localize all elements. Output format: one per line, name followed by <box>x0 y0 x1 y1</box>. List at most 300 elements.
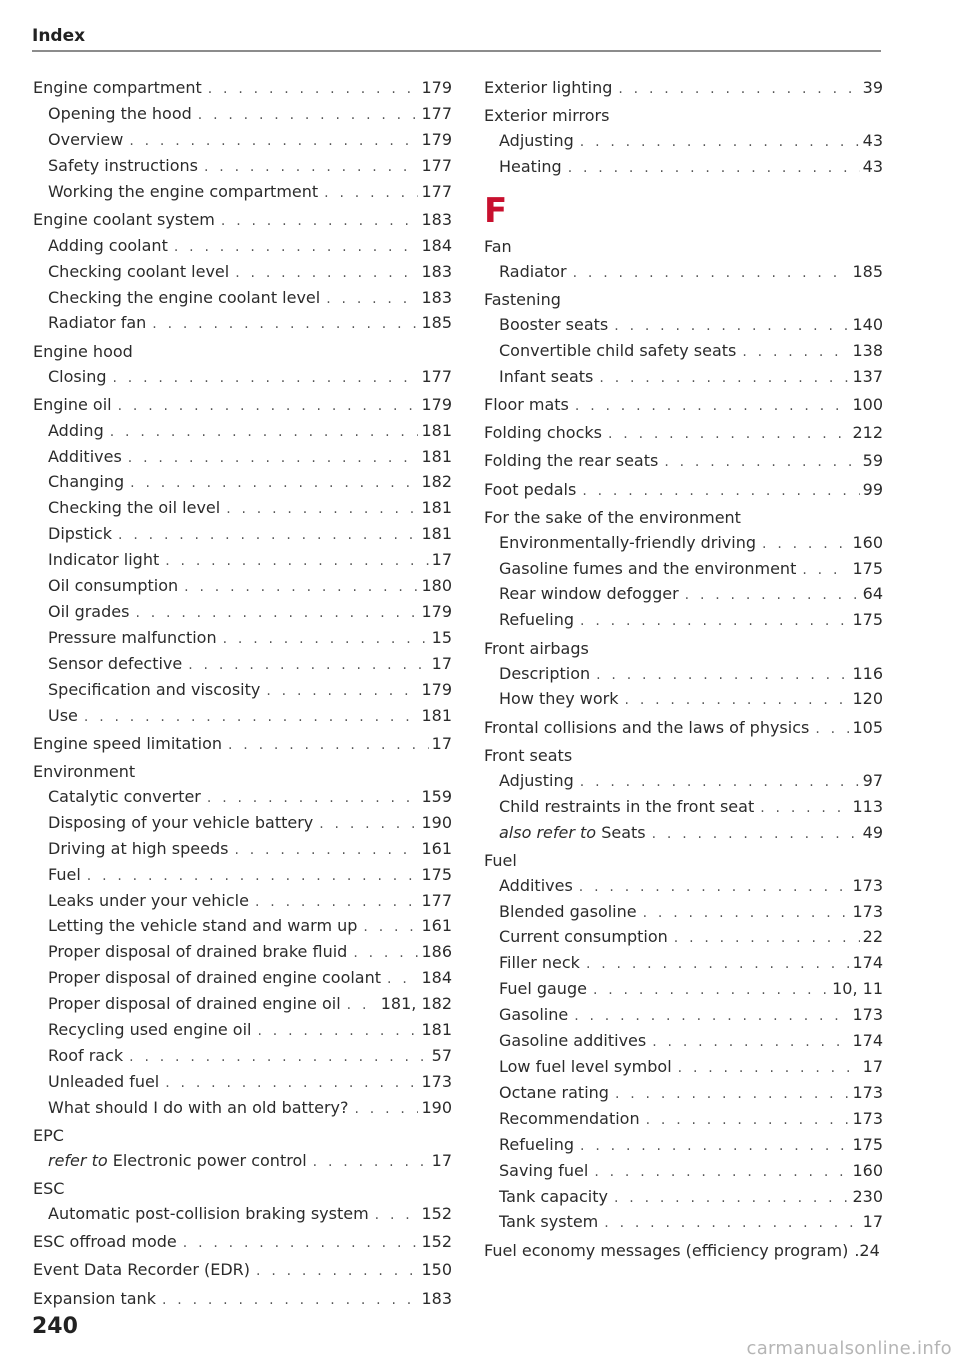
leader-dots <box>313 1150 429 1175</box>
index-heading: ESC <box>33 1179 65 1199</box>
entry-page: 185 <box>852 261 883 281</box>
entry-page: 152 <box>421 1232 452 1252</box>
leader-dots <box>226 497 418 522</box>
index-entry <box>33 732 452 758</box>
index-subentry <box>33 889 452 915</box>
entry-label: Recommendation <box>499 1108 640 1128</box>
index-entry <box>33 208 452 234</box>
index-subentry <box>33 811 452 837</box>
index-subentry <box>33 180 452 206</box>
entry-page: 15 <box>431 627 452 647</box>
index-entry <box>484 393 883 419</box>
entry-label: Event Data Recorder (EDR) <box>33 1260 251 1280</box>
leader-dots <box>625 688 850 713</box>
index-subentry <box>484 531 883 557</box>
leader-dots <box>596 663 849 688</box>
entry-page: 184 <box>421 235 452 255</box>
entry-label: Description <box>499 663 591 683</box>
index-subentry <box>33 574 452 600</box>
index-subentry <box>33 548 452 574</box>
leader-dots <box>130 471 418 496</box>
index-entry <box>484 716 883 742</box>
entry-page: 183 <box>421 287 452 307</box>
entry-page: 173 <box>852 1082 883 1102</box>
leader-dots <box>387 967 418 992</box>
entry-label: Recycling used engine oil <box>48 1020 252 1040</box>
leader-dots <box>165 1071 418 1096</box>
index-subentry <box>33 992 452 1018</box>
index-entry <box>484 449 883 475</box>
cross-reference-target: Seats <box>601 822 646 842</box>
index-subentry <box>33 496 452 522</box>
entry-page: 175 <box>852 1134 883 1154</box>
leader-dots <box>162 1288 418 1313</box>
leader-dots <box>354 1097 418 1122</box>
entry-page: 183 <box>421 1288 452 1308</box>
index-subentry <box>33 128 452 154</box>
leader-dots <box>204 155 418 180</box>
entry-page: 105 <box>852 717 883 737</box>
entry-label: Safety instructions <box>48 155 198 175</box>
leader-dots <box>674 926 860 951</box>
entry-label: Gasoline additives <box>499 1031 647 1051</box>
entry-page: 152 <box>421 1204 452 1224</box>
index-entry <box>33 1258 452 1284</box>
leader-dots <box>221 209 419 234</box>
leader-dots <box>353 941 418 966</box>
entry-label: Sensor defective <box>48 653 183 673</box>
index-heading: Exterior mirrors <box>484 106 610 126</box>
entry-label: Proper disposal of drained engine coolant <box>48 968 382 988</box>
entry-label: Engine compartment <box>33 78 202 97</box>
index-subentry <box>484 1029 883 1055</box>
leader-dots <box>84 705 419 730</box>
entry-page: 181 <box>421 705 452 725</box>
leader-dots <box>375 1203 419 1228</box>
entry-label: Child restraints in the front seat <box>499 796 755 816</box>
index-entry <box>33 76 452 102</box>
leader-dots <box>815 717 849 742</box>
entry-label: Fuel gauge <box>499 979 587 999</box>
leader-dots <box>208 77 419 102</box>
entry-label: How they work <box>499 689 619 709</box>
leader-dots <box>256 1259 418 1284</box>
entry-page: 181, 182 <box>380 994 452 1014</box>
index-subentry <box>484 339 883 365</box>
index-subentry <box>33 234 452 260</box>
index-subentry <box>484 821 883 847</box>
index-subentry <box>484 1003 883 1029</box>
index-subentry <box>33 863 452 889</box>
entry-label: Checking the oil level <box>48 498 221 518</box>
cross-reference-prefix: also refer to <box>499 822 597 842</box>
index-column-left <box>33 76 452 1313</box>
index-subentry <box>33 966 452 992</box>
entry-page: 100 <box>852 394 883 414</box>
entry-label: What should I do with an old battery? <box>48 1097 349 1117</box>
entry-label: Radiator <box>499 261 567 281</box>
entry-label: Adjusting <box>499 770 574 790</box>
entry-label: Booster seats <box>499 314 609 334</box>
index-subentry <box>484 1133 883 1159</box>
entry-page: 173 <box>852 901 883 921</box>
entry-page: 181 <box>421 1020 452 1040</box>
entry-page: 230 <box>852 1186 883 1206</box>
entry-label: Closing <box>48 366 107 386</box>
index-subentry <box>33 1044 452 1070</box>
index-subentry <box>484 313 883 339</box>
index-subentry <box>33 704 452 730</box>
entry-label: Exterior lighting <box>484 78 613 97</box>
index-subentry <box>484 687 883 713</box>
leader-dots <box>685 583 860 608</box>
leader-dots <box>228 733 429 758</box>
entry-page: 181 <box>421 524 452 544</box>
entry-page: 190 <box>421 812 452 832</box>
entry-label: Catalytic converter <box>48 786 201 806</box>
entry-page: 99 <box>862 479 883 499</box>
index-subentry <box>33 1070 452 1096</box>
entry-label: Overview <box>48 129 124 149</box>
entry-label: Floor mats <box>484 394 569 414</box>
leader-dots <box>135 601 418 626</box>
entry-label: Proper disposal of drained engine oil <box>48 994 341 1014</box>
entry-page: 177 <box>421 890 452 910</box>
entry-label: Checking the engine coolant level <box>48 287 321 307</box>
leader-dots <box>575 394 850 419</box>
entry-page: 177 <box>421 366 452 386</box>
index-entry <box>33 1230 452 1256</box>
entry-label: Convertible child safety seats <box>499 340 737 360</box>
entry-label <box>48 1149 307 1174</box>
index-entry <box>484 76 883 102</box>
leader-dots <box>652 822 860 847</box>
leader-dots <box>593 978 829 1003</box>
watermark: carmanualsonline.info <box>746 1338 952 1359</box>
entry-page: 175 <box>852 610 883 630</box>
index-subentry <box>484 365 883 391</box>
index-subentry <box>484 1210 883 1236</box>
entry-label: Blended gasoline <box>499 901 637 921</box>
leader-dots <box>118 394 419 419</box>
entry-label: Pressure malfunction <box>48 627 217 647</box>
entry-label: Tank capacity <box>499 1186 608 1206</box>
index-subentry <box>484 1159 883 1185</box>
entry-page: 174 <box>852 1031 883 1051</box>
index-subentry <box>484 1055 883 1081</box>
index-heading: EPC <box>33 1126 64 1146</box>
index-subentry <box>33 102 452 128</box>
entry-label: Rear window defogger <box>499 584 679 604</box>
entry-page: 181 <box>421 420 452 440</box>
entry-label: Roof rack <box>48 1046 124 1066</box>
index-subentry <box>484 900 883 926</box>
leader-dots <box>363 915 418 940</box>
entry-page: 182 <box>421 472 452 492</box>
leader-dots <box>207 786 419 811</box>
leader-dots <box>188 653 428 678</box>
entry-page: 57 <box>431 1046 452 1066</box>
index-subentry <box>484 1081 883 1107</box>
index-subentry <box>33 286 452 312</box>
entry-page: 17 <box>431 733 452 753</box>
entry-page: 137 <box>852 366 883 386</box>
leader-dots <box>580 609 849 634</box>
index-subentry <box>484 155 883 181</box>
leader-dots <box>110 420 419 445</box>
entry-page: 116 <box>852 663 883 683</box>
entry-page: 49 <box>862 822 883 842</box>
index-entry <box>484 1239 883 1264</box>
index-subentry <box>33 914 452 940</box>
cross-reference-target: Electronic power control <box>112 1150 307 1170</box>
entry-label: Environmentally-friendly driving <box>499 532 757 552</box>
entry-page: 10, 11 <box>832 979 883 999</box>
entry-label: Additives <box>48 446 122 466</box>
entry-label: Low fuel level symbol <box>499 1056 672 1076</box>
entry-page: 175 <box>421 864 452 884</box>
entry-page: 59 <box>862 451 883 471</box>
entry-page: 173 <box>852 1108 883 1128</box>
entry-page: 17 <box>431 550 452 570</box>
entry-page: 17 <box>862 1212 883 1232</box>
entry-page: 177 <box>421 155 452 175</box>
index-subentry <box>33 940 452 966</box>
leader-dots <box>614 1186 849 1211</box>
entry-label: Octane rating <box>499 1082 609 1102</box>
leader-dots <box>347 993 378 1018</box>
entry-label: Letting the vehicle stand and warm up <box>48 916 358 936</box>
entry-label: Refueling <box>499 610 575 630</box>
leader-dots <box>235 261 418 286</box>
leader-dots <box>579 875 850 900</box>
entry-page: 160 <box>852 532 883 552</box>
leader-dots <box>255 890 418 915</box>
index-entry <box>484 478 883 504</box>
entry-label: Folding chocks <box>484 423 602 443</box>
index-subentry <box>484 582 883 608</box>
leader-dots <box>129 1045 429 1070</box>
entry-label: Adding coolant <box>48 235 168 255</box>
index-subentry <box>484 951 883 977</box>
entry-label: Working the engine compartment <box>48 181 319 201</box>
entry-label: Foot pedals <box>484 479 577 499</box>
index-subentry <box>484 977 883 1003</box>
index-subentry <box>33 311 452 337</box>
entry-label: Saving fuel <box>499 1160 589 1180</box>
leader-dots <box>802 558 849 583</box>
index-heading: Front airbags <box>484 638 589 658</box>
index-heading: Fastening <box>484 290 561 310</box>
entry-page: 177 <box>421 103 452 123</box>
entry-label: Opening the hood <box>48 103 192 123</box>
leader-dots <box>580 130 860 155</box>
entry-page: 17 <box>431 1150 452 1170</box>
entry-label: Changing <box>48 472 125 492</box>
leader-dots <box>615 1082 850 1107</box>
entry-page: 173 <box>852 875 883 895</box>
index-subentry <box>33 260 452 286</box>
entry-page: 160 <box>852 1160 883 1180</box>
entry-page: 174 <box>852 953 883 973</box>
entry-page: 181 <box>421 498 452 518</box>
index-subentry <box>33 837 452 863</box>
leader-dots <box>223 627 429 652</box>
leader-dots <box>678 1056 860 1081</box>
index-subentry <box>33 785 452 811</box>
index-subentry <box>484 557 883 583</box>
entry-page: 97 <box>862 770 883 790</box>
leader-dots <box>128 446 419 471</box>
leader-dots <box>152 312 418 337</box>
leader-dots <box>760 796 849 821</box>
index-subentry <box>33 470 452 496</box>
index-heading: Environment <box>33 762 136 782</box>
entry-label: Use <box>48 705 78 725</box>
leader-dots <box>586 952 850 977</box>
index-subentry <box>33 154 452 180</box>
index-subentry <box>484 1107 883 1133</box>
index-column-right <box>484 76 883 1264</box>
entry-label: Adding <box>48 420 104 440</box>
entry-page: 179 <box>421 394 452 414</box>
leader-dots <box>762 532 849 557</box>
leader-dots <box>608 422 849 447</box>
entry-page: 113 <box>852 796 883 816</box>
index-subentry <box>33 419 452 445</box>
leader-dots <box>568 156 860 181</box>
entry-page: 184 <box>421 968 452 988</box>
leader-dots <box>604 1211 859 1236</box>
index-subentry <box>33 1018 452 1044</box>
index-subentry <box>33 626 452 652</box>
leader-dots <box>174 235 419 260</box>
index-subentry <box>484 925 883 951</box>
entry-label: Specification and viscosity <box>48 679 261 699</box>
index-subentry <box>33 445 452 471</box>
entry-label: Leaks under your vehicle <box>48 890 249 910</box>
header-divider <box>32 50 881 52</box>
entry-page: 183 <box>421 261 452 281</box>
cross-reference-prefix: refer to <box>48 1150 108 1170</box>
index-subentry <box>484 608 883 634</box>
entry-page: 140 <box>852 314 883 334</box>
entry-page: 179 <box>421 679 452 699</box>
leader-dots <box>594 1160 849 1185</box>
entry-page: 161 <box>421 838 452 858</box>
index-subentry <box>484 769 883 795</box>
leader-dots <box>742 340 849 365</box>
entry-label: Oil consumption <box>48 576 179 596</box>
entry-page: 175 <box>852 558 883 578</box>
index-entry <box>484 421 883 447</box>
entry-label: Gasoline fumes and the environment <box>499 558 797 578</box>
leader-dots <box>234 838 418 863</box>
index-entry <box>33 393 452 419</box>
entry-page: 159 <box>421 786 452 806</box>
entry-page: 39 <box>862 78 883 97</box>
entry-label: Proper disposal of drained brake fluid <box>48 942 348 962</box>
index-subentry <box>33 1202 452 1228</box>
entry-label: Current consumption <box>499 927 668 947</box>
index-subentry <box>33 365 452 391</box>
index-heading: Engine hood <box>33 341 133 361</box>
entry-label: Driving at high speeds <box>48 838 229 858</box>
leader-dots <box>652 1030 849 1055</box>
entry-page: 186 <box>421 942 452 962</box>
entry-label: Oil grades <box>48 602 130 622</box>
entry-label: Engine oil <box>33 394 112 414</box>
entry-label: Tank system <box>499 1212 599 1232</box>
index-subentry <box>33 600 452 626</box>
entry-label: Folding the rear seats <box>484 451 659 471</box>
entry-label: Refueling <box>499 1134 575 1154</box>
entry-page: 150 <box>421 1260 452 1280</box>
index-subentry <box>33 678 452 704</box>
entry-label: Fuel <box>48 864 81 884</box>
page-header-title: Index <box>32 26 86 46</box>
leader-dots <box>614 314 849 339</box>
entry-page: 212 <box>852 423 883 443</box>
section-letter-heading: F <box>484 190 508 231</box>
leader-dots <box>582 479 859 504</box>
leader-dots <box>198 103 419 128</box>
entry-label: Adjusting <box>499 131 574 151</box>
entry-page: 17 <box>862 1056 883 1076</box>
leader-dots <box>599 366 849 391</box>
index-subentry <box>33 652 452 678</box>
entry-label: ESC offroad mode <box>33 1232 177 1252</box>
entry-label: Heating <box>499 157 562 177</box>
leader-dots <box>573 261 850 286</box>
entry-page: 181 <box>421 446 452 466</box>
entry-page: 185 <box>421 313 452 333</box>
index-subentry <box>484 795 883 821</box>
entry-page: 173 <box>421 1071 452 1091</box>
entry-page: 179 <box>421 602 452 622</box>
entry-label: Expansion tank <box>33 1288 156 1308</box>
entry-page: 43 <box>862 157 883 177</box>
entry-label: Disposing of your vehicle battery <box>48 812 314 832</box>
entry-label <box>499 821 646 846</box>
index-subentry <box>33 522 452 548</box>
entry-label: Dipstick <box>48 524 113 544</box>
entry-label: Automatic post-collision braking system <box>48 1204 369 1224</box>
entry-label: Radiator fan <box>48 313 147 333</box>
leader-dots <box>257 1019 418 1044</box>
entry-page: 180 <box>421 576 452 596</box>
leader-dots <box>87 864 419 889</box>
entry-label: Gasoline <box>499 1005 569 1025</box>
leader-dots <box>618 77 859 102</box>
leader-dots <box>266 679 418 704</box>
entry-label: Fuel economy messages (efficiency program) <box>484 1240 849 1260</box>
leader-dots <box>129 129 418 154</box>
entry-label: Engine speed limitation <box>33 733 222 753</box>
entry-label: Unleaded fuel <box>48 1071 160 1091</box>
entry-label: Checking coolant level <box>48 261 230 281</box>
index-heading: Fuel <box>484 850 517 870</box>
leader-dots <box>183 1231 419 1256</box>
index-subentry <box>33 1096 452 1122</box>
entry-page: 17 <box>431 653 452 673</box>
index-entry <box>33 1287 452 1313</box>
leader-dots <box>643 901 850 926</box>
page-number: 240 <box>32 1314 78 1339</box>
entry-page: 22 <box>862 927 883 947</box>
leader-dots <box>574 1004 849 1029</box>
entry-label: Filler neck <box>499 953 580 973</box>
